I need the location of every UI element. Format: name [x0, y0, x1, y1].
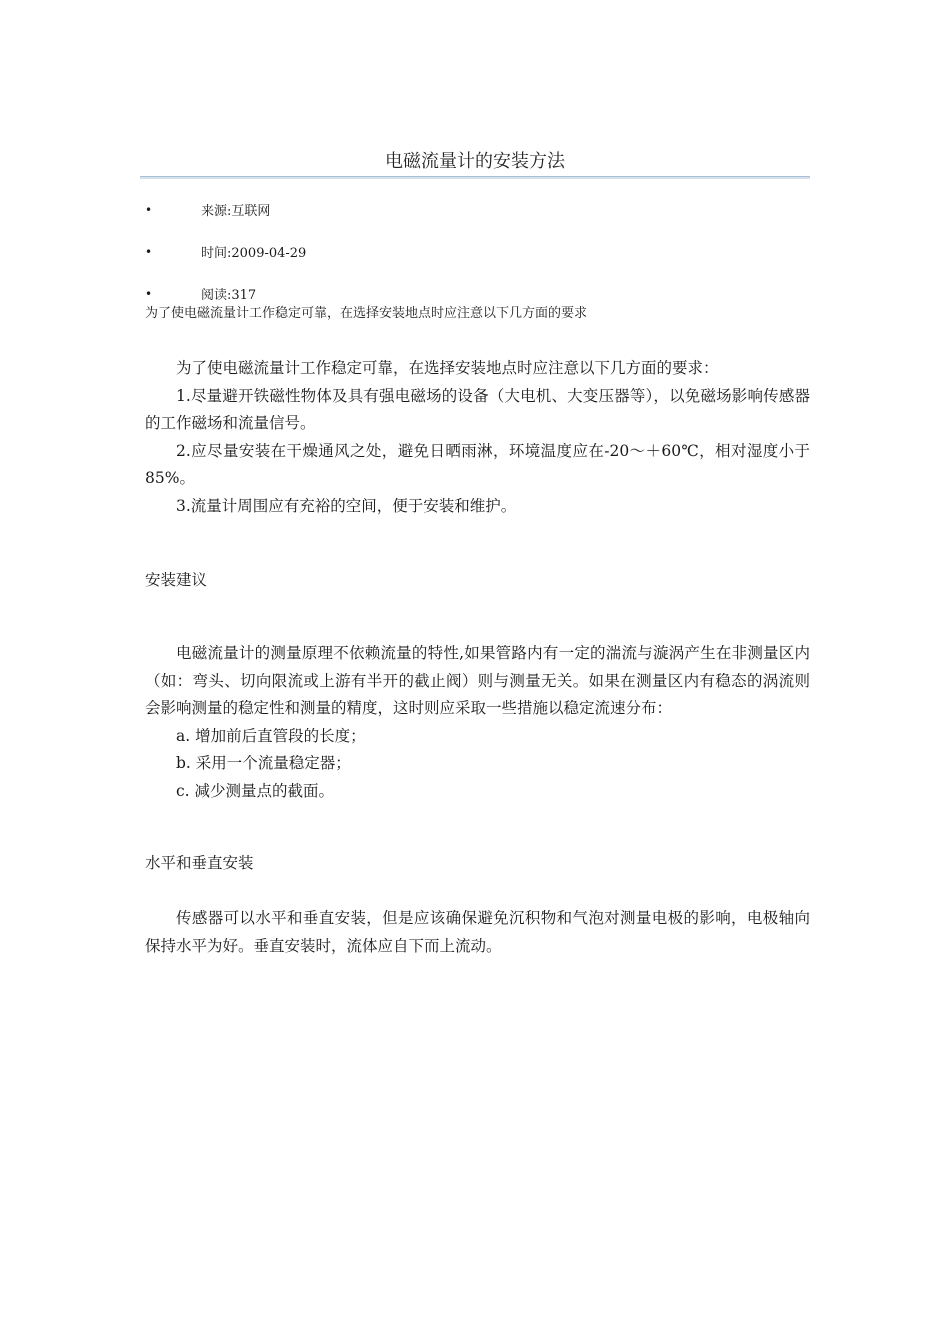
requirement-item-2: 2.应尽量安装在干燥通风之处，避免日晒雨淋，环境温度应在-20～＋60℃，相对湿度小于 85%。	[145, 441, 810, 487]
title-divider	[140, 176, 810, 179]
advice-item-c: c. 减少测量点的截面。	[176, 781, 335, 800]
meta-source	[145, 200, 745, 242]
meta-date-text: 时间:2009-04-29	[201, 246, 307, 261]
section-requirements	[145, 355, 810, 520]
bullet-icon: •	[145, 287, 153, 301]
requirement-item-1: 1.尽量避开铁磁性物体及具有强电磁场的设备（大电机、大变压器等），以免磁场影响传感器的工作磁场和流量信号。	[145, 386, 810, 432]
page-title: 电磁流量计的安装方法	[385, 151, 565, 172]
advice-item-b: b. 采用一个流量稳定器；	[176, 754, 351, 772]
orientation-paragraph: 传感器可以水平和垂直安装，但是应该确保避免沉积物和气泡对测量电极的影响，电极轴向保持水平为好。垂直安装时，流体应自下而上流动。	[145, 909, 810, 955]
bullet-icon: •	[145, 245, 153, 259]
advice-item-a: a. 增加前后直管段的长度；	[176, 726, 366, 745]
section-orientation	[145, 905, 810, 960]
section-heading-orientation: 水平和垂直安装	[145, 854, 254, 872]
section-install-advice	[145, 640, 810, 805]
bullet-icon: •	[145, 203, 153, 217]
meta-source-text: 来源:互联网	[201, 204, 271, 219]
advice-paragraph: 电磁流量计的测量原理不依赖流量的特性,如果管路内有一定的湍流与漩涡产生在非测量区内（如：弯头、切向限流或上游有半开的截止阀）则与测量无关。如果在测量区内有稳态的涡流则会影响测量的稳定性和测量的精度，这时则应采取一些措施以稳定流速分布：	[145, 644, 810, 717]
requirements-intro: 为了使电磁流量计工作稳定可靠，在选择安装地点时应注意以下几方面的要求：	[176, 359, 719, 377]
article-summary: 为了使电磁流量计工作稳定可靠，在选择安装地点时应注意以下几方面的要求	[145, 306, 588, 321]
section-heading-install-advice: 安装建议	[145, 571, 208, 589]
meta-views-text: 阅读:317	[201, 288, 257, 303]
meta-date	[145, 242, 745, 284]
requirement-item-3: 3.流量计周围应有充裕的空间，便于安装和维护。	[176, 496, 517, 515]
